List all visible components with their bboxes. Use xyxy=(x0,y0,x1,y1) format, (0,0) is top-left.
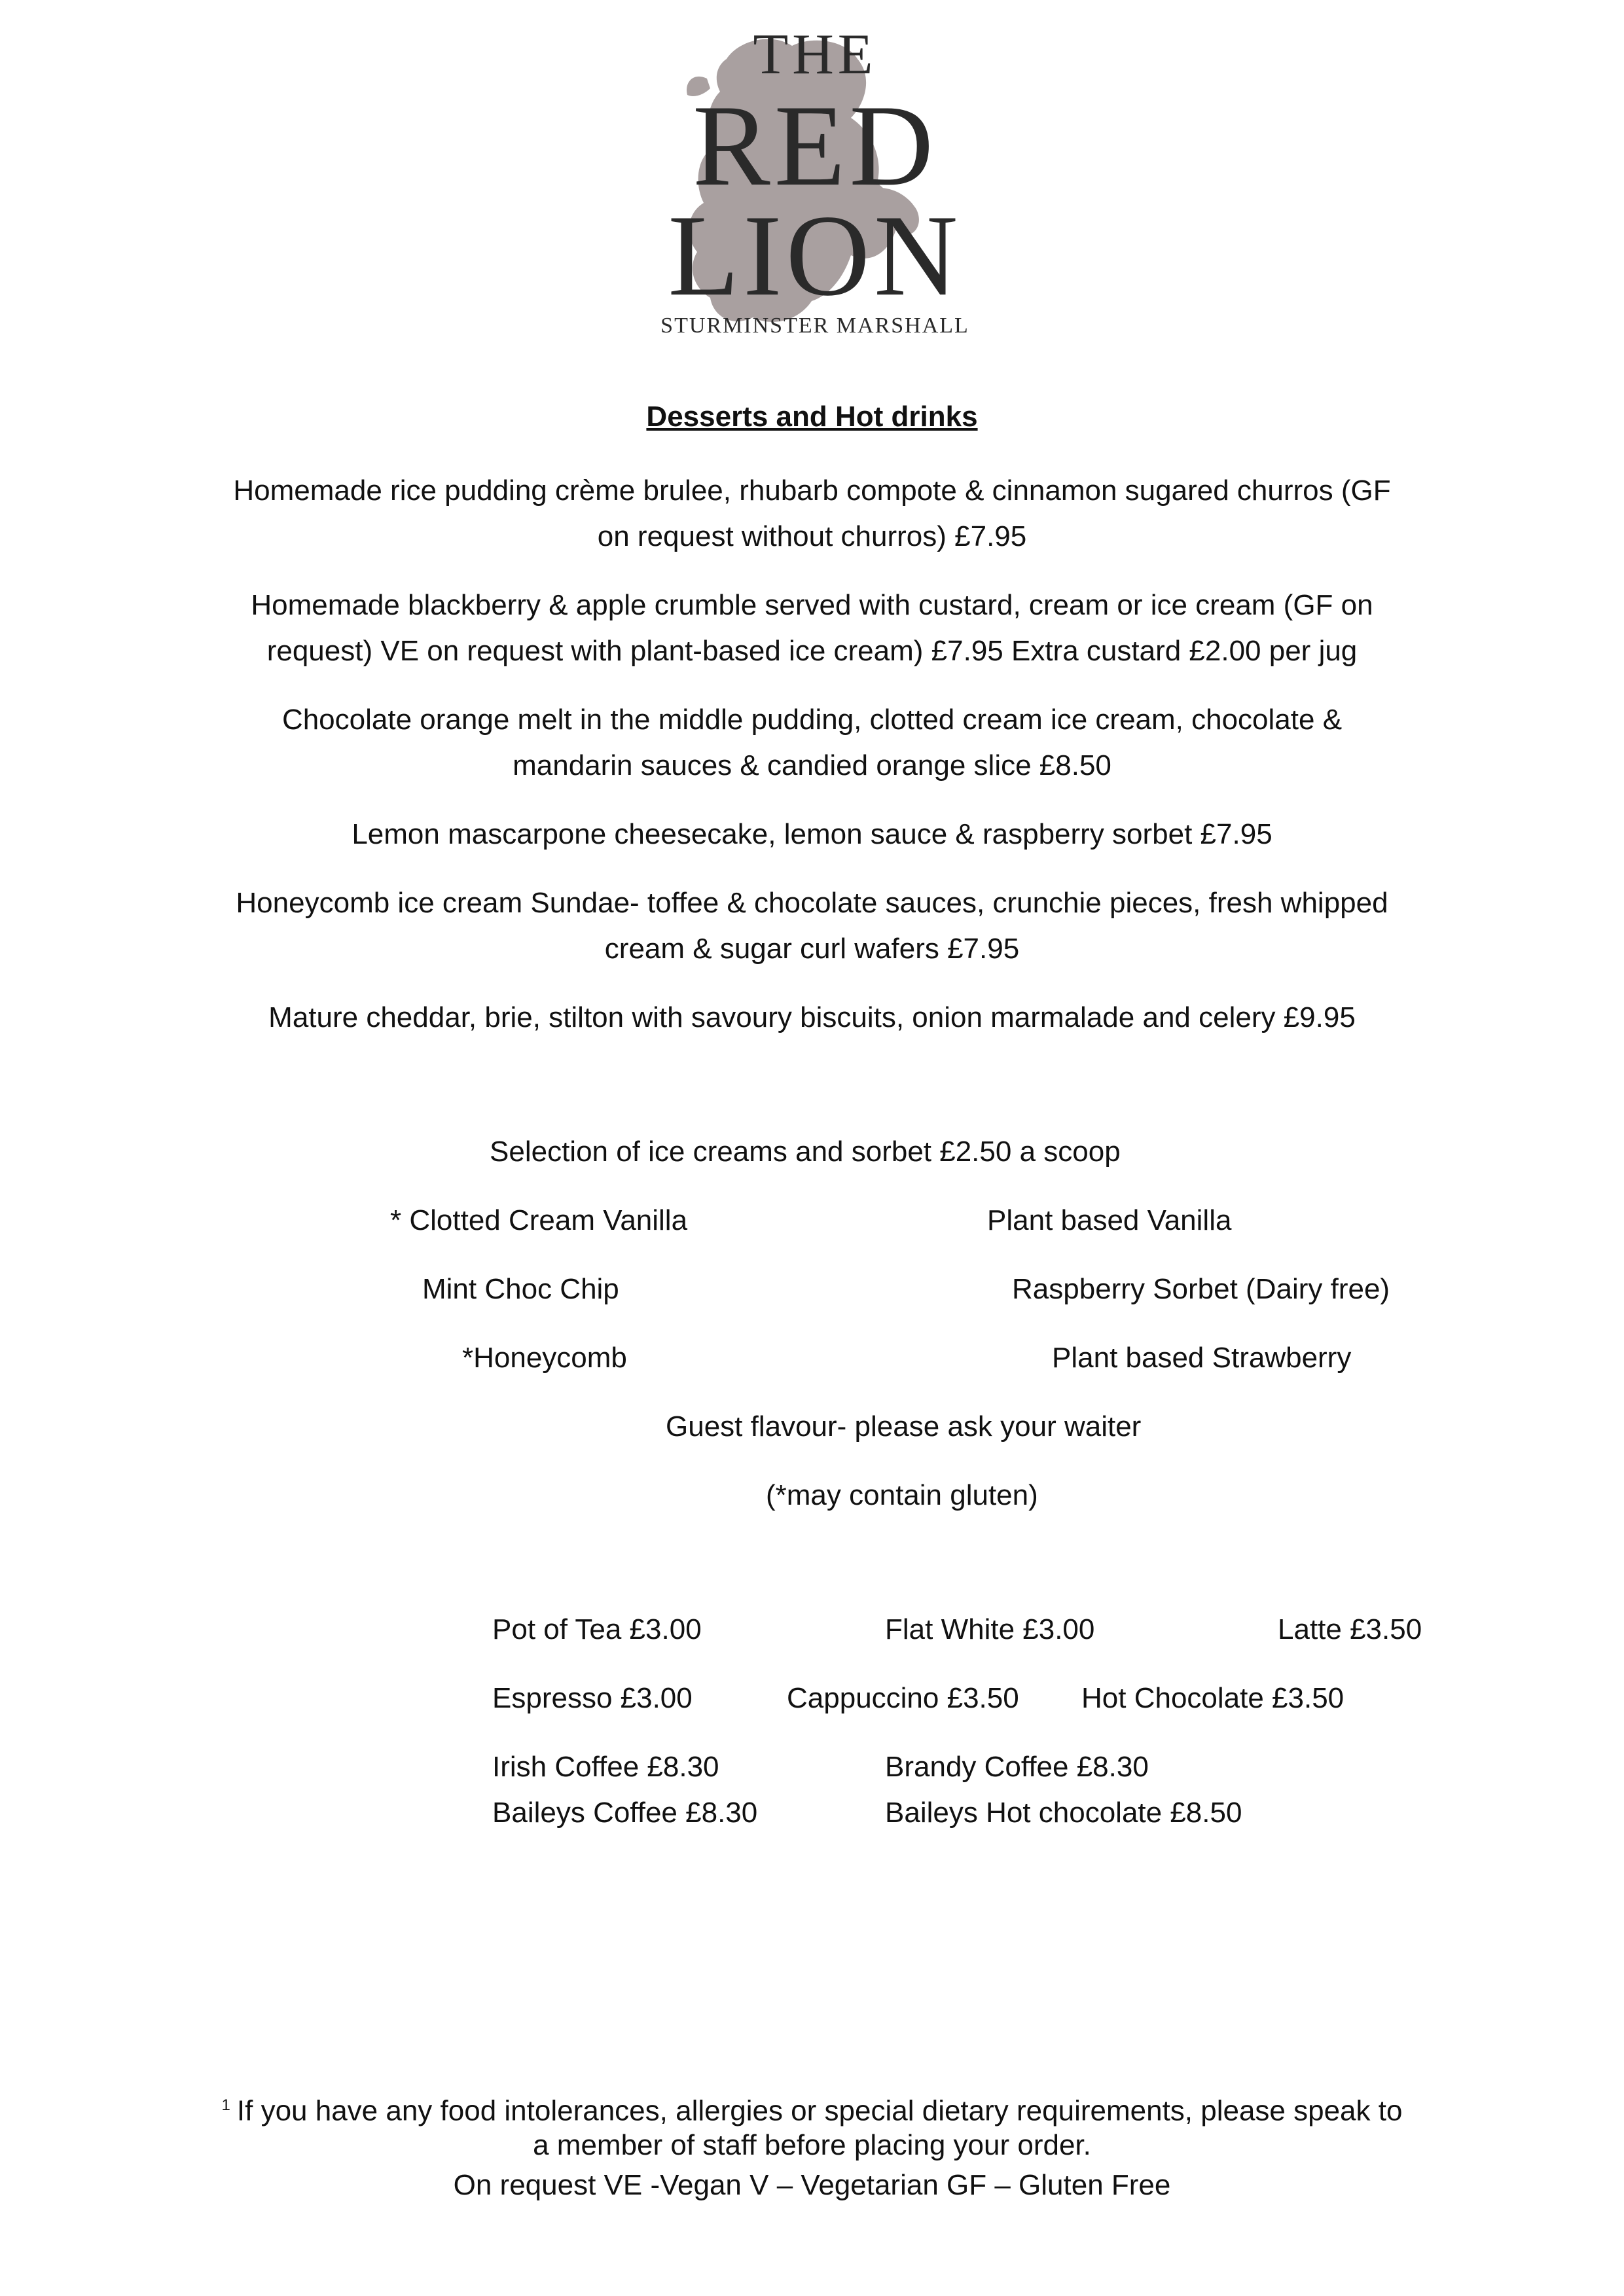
drink-pot-of-tea: Pot of Tea £3.00 xyxy=(492,1613,702,1645)
dessert-5-line-1: Honeycomb ice cream Sundae- toffee & chocolate sauces, crunchie pieces, fresh whipped xyxy=(236,887,1388,919)
footer-allergy-line-2: a member of staff before placing your order. xyxy=(533,2129,1091,2161)
ice-cream-right-3: Plant based Strawberry xyxy=(1052,1342,1352,1374)
drink-cappuccino: Cappuccino £3.50 xyxy=(787,1682,1019,1714)
drink-brandy-coffee: Brandy Coffee £8.30 xyxy=(885,1751,1149,1783)
footer-dietary-key: On request VE -Vegan V – Vegetarian GF – Gluten Free xyxy=(453,2169,1171,2201)
dessert-2-line-2: request) VE on request with plant-based ice cream) £7.95 Extra custard £2.00 per jug xyxy=(266,635,1358,667)
footer-allergy-line-1 xyxy=(0,2086,1624,2131)
dessert-2-line-1: Homemade blackberry & apple crumble served with custard, cream or ice cream (GF on xyxy=(251,589,1373,621)
drink-hot-chocolate: Hot Chocolate £3.50 xyxy=(1081,1682,1344,1714)
ice-cream-left-3: *Honeycomb xyxy=(462,1342,627,1374)
logo-subtitle: STURMINSTER MARSHALL xyxy=(660,314,969,338)
ice-cream-right-2: Raspberry Sorbet (Dairy free) xyxy=(1012,1273,1390,1305)
logo-lion: LION xyxy=(668,190,962,320)
footnote-marker: 1 xyxy=(221,2096,230,2114)
drink-baileys-coffee: Baileys Coffee £8.30 xyxy=(492,1797,758,1829)
drink-latte: Latte £3.50 xyxy=(1278,1613,1422,1645)
dessert-3-line-2: mandarin sauces & candied orange slice £8.50 xyxy=(513,749,1111,781)
drink-espresso: Espresso £3.00 xyxy=(492,1682,693,1714)
drink-irish-coffee: Irish Coffee £8.30 xyxy=(492,1751,719,1783)
dessert-5-line-2: cream & sugar curl wafers £7.95 xyxy=(604,933,1020,965)
ice-cream-title: Selection of ice creams and sorbet £2.50 a scoop xyxy=(490,1136,1121,1168)
dessert-3-line-1: Chocolate orange melt in the middle pudding, clotted cream ice cream, chocolate & xyxy=(281,704,1343,736)
ice-cream-left-1: * Clotted Cream Vanilla xyxy=(390,1204,688,1236)
drink-baileys-hot-chocolate: Baileys Hot chocolate £8.50 xyxy=(885,1797,1242,1829)
logo-the: THE xyxy=(753,23,877,86)
ice-cream-right-1: Plant based Vanilla xyxy=(987,1204,1232,1236)
drink-flat-white: Flat White £3.00 xyxy=(885,1613,1095,1645)
dessert-1-line-2: on request without churros) £7.95 xyxy=(597,520,1027,552)
logo-red: RED xyxy=(693,81,937,210)
footer-allergy-text: If you have any food intolerances, allergies or special dietary requirements, please speak to xyxy=(236,2094,1403,2127)
red-lion-logo xyxy=(648,20,982,347)
dessert-6-line-1: Mature cheddar, brie, stilton with savoury biscuits, onion marmalade and celery £9.95 xyxy=(268,1001,1356,1033)
ice-cream-left-2: Mint Choc Chip xyxy=(422,1273,619,1305)
ice-cream-guest: Guest flavour- please ask your waiter xyxy=(666,1410,1142,1443)
dessert-4-line-1: Lemon mascarpone cheesecake, lemon sauce & raspberry sorbet £7.95 xyxy=(352,818,1272,850)
dessert-1-line-1: Homemade rice pudding crème brulee, rhubarb compote & cinnamon sugared churros (GF xyxy=(233,475,1391,507)
gluten-note: (*may contain gluten) xyxy=(766,1479,1038,1511)
page-title: Desserts and Hot drinks xyxy=(646,401,978,433)
